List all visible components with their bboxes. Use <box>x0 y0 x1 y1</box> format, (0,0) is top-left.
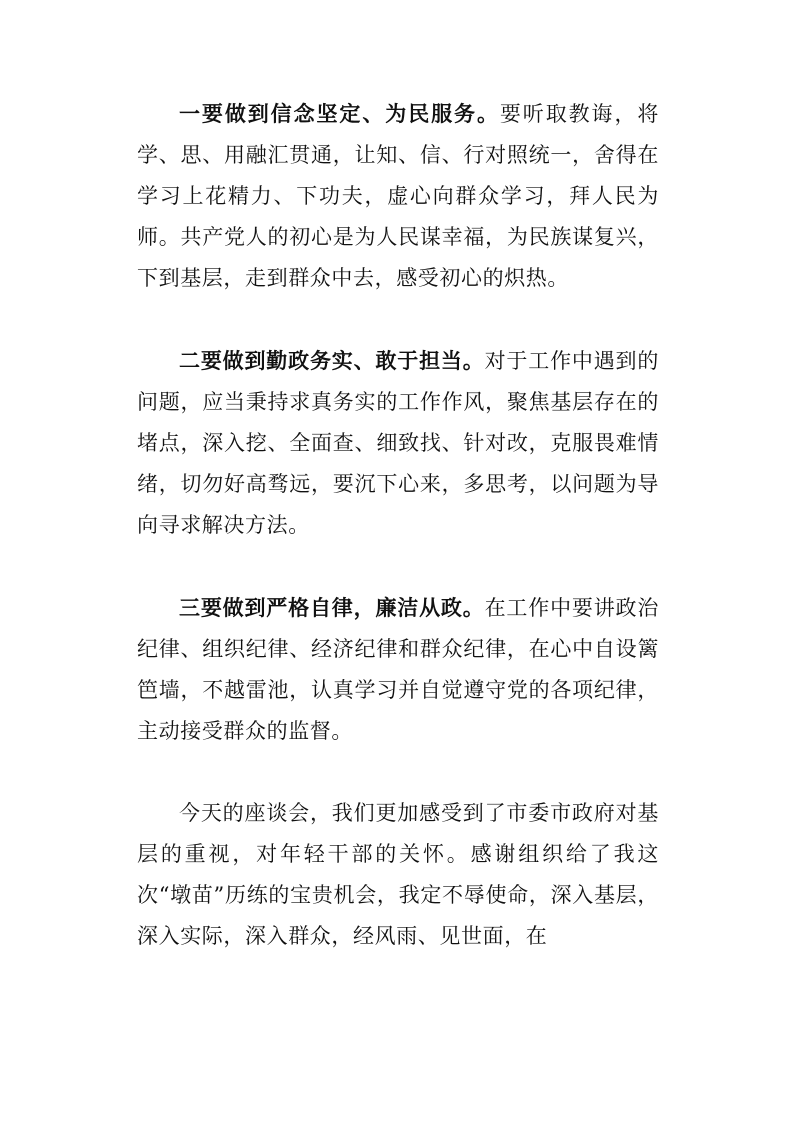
paragraph-3 <box>137 587 659 752</box>
paragraph-1-heading: 一要做到信念坚定、为民服务。 <box>179 101 500 126</box>
paragraph-2 <box>137 340 659 546</box>
paragraph-3-body: 在工作中要讲政治纪律、组织纪律、经济纪律和群众纪律，在心中自设篱笆墙，不越雷池，认真学习并自觉遵守党的各项纪律，主动接受群众的监督。 <box>137 596 659 743</box>
document-page <box>137 93 659 957</box>
paragraph-2-body: 对于工作中遇到的问题，应当秉持求真务实的工作作风，聚焦基层存在的堵点，深入挖、全面查、细致找、针对改，克服畏难情绪，切勿好高骛远，要沉下心来，多思考，以问题为导向寻求解决方法。 <box>137 349 659 537</box>
paragraph-4 <box>137 793 659 957</box>
paragraph-1-body: 要听取教诲，将学、思、用融汇贯通，让知、信、行对照统一，舍得在学习上花精力、下功夫，虚心向群众学习，拜人民为师。共产党人的初心是为人民谋幸福，为民族谋复兴，下到基层，走到群众中去，感受初心的炽热。 <box>137 102 659 290</box>
paragraph-1 <box>137 93 659 299</box>
paragraph-2-heading: 二要做到勤政务实、敢于担当。 <box>179 348 485 373</box>
paragraph-3-heading: 三要做到严格自律，廉洁从政。 <box>179 595 485 620</box>
paragraph-4-body: 今天的座谈会，我们更加感受到了市委市政府对基层的重视，对年轻干部的关怀。感谢组织给了我这次“墩苗”历练的宝贵机会，我定不辱使命，深入基层，深入实际，深入群众，经风雨、见世面，在 <box>137 801 659 948</box>
